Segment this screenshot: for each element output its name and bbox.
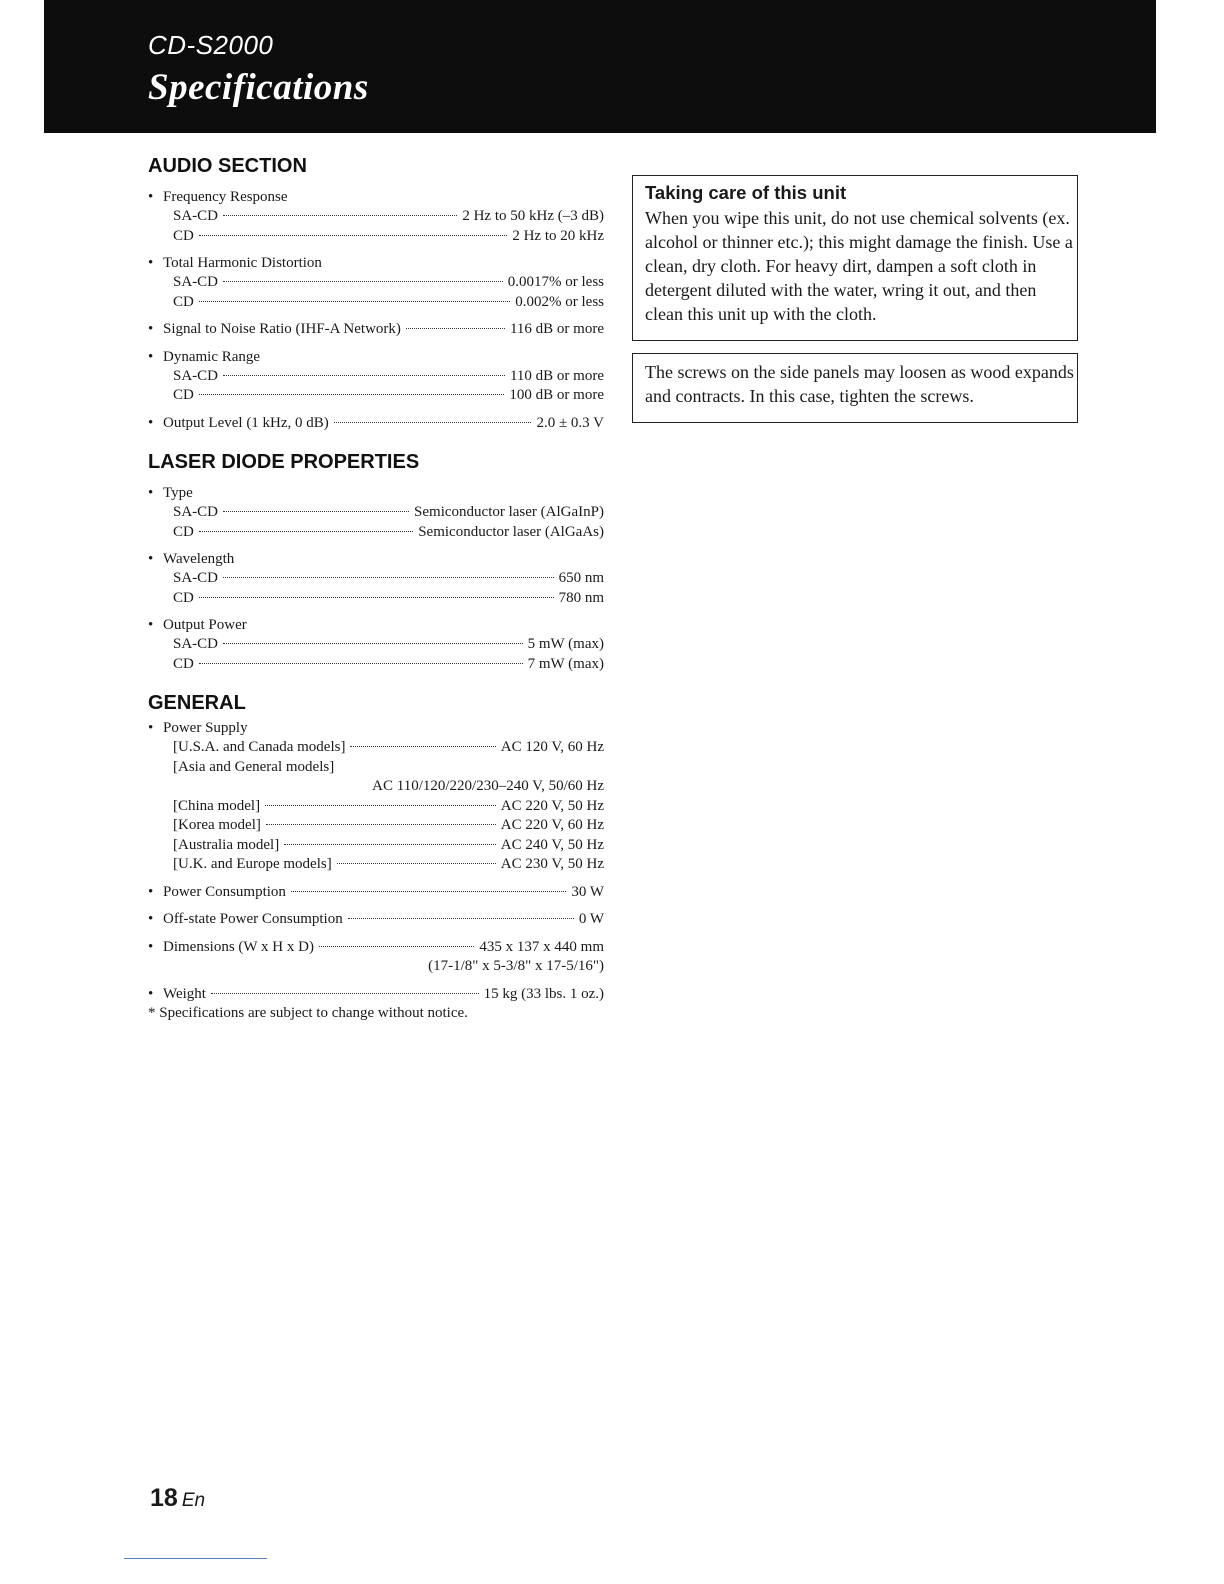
spec-row — [148, 655, 604, 675]
dot-leader — [223, 281, 503, 282]
spec-wavelength — [148, 550, 604, 608]
spec-row — [148, 738, 604, 758]
spec-offstate-power — [148, 910, 604, 930]
row-value: 116 dB or more — [509, 321, 604, 337]
row-value: 2 Hz to 20 kHz — [512, 227, 604, 244]
dot-leader — [348, 918, 574, 919]
dot-leader — [223, 215, 457, 216]
row-label: [Korea model] — [173, 817, 261, 833]
audio-section — [148, 155, 604, 433]
dot-leader — [319, 946, 474, 947]
row-label: [U.K. and Europe models] — [173, 856, 332, 872]
dot-leader — [223, 643, 523, 644]
dot-leader — [199, 301, 510, 302]
row-label: SA-CD — [173, 208, 219, 224]
spec-label: • Off-state Power Consumption — [148, 910, 343, 929]
spec-row — [148, 386, 604, 406]
spec-output-level — [148, 414, 604, 434]
page-header — [44, 0, 1156, 133]
bottom-rule — [124, 1558, 267, 1559]
spec-row — [148, 523, 604, 543]
specifications-note: * Specifications are subject to change without notice. — [148, 1005, 468, 1021]
row-value: AC 220 V, 50 Hz — [500, 797, 604, 814]
row-label: CD — [173, 523, 194, 540]
spec-label: • Total Harmonic Distortion — [148, 254, 604, 273]
spec-label: • Frequency Response — [148, 188, 604, 207]
spec-label: • Power Supply — [148, 719, 604, 738]
section-title-audio: AUDIO SECTION — [148, 155, 307, 177]
spec-label: • Dimensions (W x H x D) — [148, 938, 314, 957]
dot-leader — [199, 394, 505, 395]
row-label: [U.S.A. and Canada models] — [173, 739, 346, 755]
row-value: 0.0017% or less — [507, 274, 604, 290]
model-name: CD-S2000 — [148, 30, 274, 60]
dot-leader — [223, 511, 409, 512]
row-value: 15 kg (33 lbs. 1 oz.) — [483, 985, 604, 1002]
spec-row — [148, 503, 604, 523]
spec-row — [148, 816, 604, 836]
section-title-general: GENERAL — [148, 692, 246, 714]
spec-signal-to-noise — [148, 320, 604, 340]
dot-leader — [291, 891, 566, 892]
row-label: SA-CD — [173, 636, 219, 652]
care-text: When you wipe this unit, do not use chemical solvents (ex. alcohol or thinner etc.); this might damage the finish. Use a clean, dry cloth. For heavy dirt, dampen a soft cloth in detergent diluted with the water, wring it out, and then clean this unit up with the cloth. — [645, 208, 1073, 324]
care-title: Taking care of this unit — [645, 182, 847, 203]
spec-dimensions — [148, 938, 604, 977]
spec-label: • Dynamic Range — [148, 348, 604, 367]
spec-power-supply — [148, 719, 604, 875]
row-label: SA-CD — [173, 274, 219, 290]
page-number: 18 — [150, 1484, 178, 1512]
section-title-laser: LASER DIODE PROPERTIES — [148, 451, 420, 473]
row-label: [Australia model] — [173, 836, 280, 853]
spec-row — [148, 569, 604, 589]
screws-box — [632, 353, 1078, 423]
spec-row — [148, 207, 604, 227]
spec-dynamic-range — [148, 348, 604, 406]
row-value: 2 Hz to 50 kHz (–3 dB) — [462, 208, 604, 224]
spec-label: • Wavelength — [148, 550, 604, 569]
page-footer — [150, 1484, 205, 1513]
spec-type — [148, 484, 604, 542]
spec-power-consumption — [148, 883, 604, 903]
spec-row — [148, 910, 604, 930]
row-value: AC 240 V, 50 Hz — [500, 836, 604, 853]
row-label: CD — [173, 655, 194, 672]
dot-leader — [199, 235, 508, 236]
row-label: [Asia and General models] — [173, 758, 335, 775]
row-value: 435 x 137 x 440 mm — [479, 938, 604, 955]
laser-section — [148, 451, 604, 674]
spec-row — [148, 414, 604, 434]
spec-row — [148, 273, 604, 293]
row-value: 5 mW (max) — [527, 636, 604, 652]
row-value: Semiconductor laser (AlGaInP) — [414, 504, 604, 520]
page-title: Specifications — [148, 67, 369, 108]
row-value: 780 nm — [558, 589, 604, 606]
dot-leader — [199, 663, 523, 664]
row-label: [China model] — [173, 797, 261, 814]
spec-label: • Weight — [148, 985, 206, 1004]
row-value: 0.002% or less — [515, 293, 604, 310]
row-value: 7 mW (max) — [527, 655, 604, 672]
row-value: AC 220 V, 60 Hz — [500, 817, 604, 833]
spec-row — [148, 883, 604, 903]
row-label: SA-CD — [173, 367, 219, 384]
row-value: Semiconductor laser (AlGaAs) — [418, 523, 604, 540]
row-value: AC 230 V, 50 Hz — [500, 856, 604, 872]
screws-text: The screws on the side panels may loosen as wood expands and contracts. In this case, tighten the screws. — [645, 362, 1074, 406]
spec-row — [148, 797, 604, 817]
spec-row — [148, 320, 604, 340]
dot-leader — [406, 328, 505, 329]
dot-leader — [223, 375, 505, 376]
row-label: CD — [173, 387, 194, 403]
general-section — [148, 692, 604, 1023]
spec-row — [148, 293, 604, 313]
spec-label: • Signal to Noise Ratio (IHF-A Network) — [148, 320, 401, 339]
dot-leader — [223, 577, 554, 578]
dot-leader — [211, 993, 479, 994]
row-label: SA-CD — [173, 504, 219, 520]
spec-label: • Power Consumption — [148, 883, 286, 902]
row-value: 30 W — [571, 883, 604, 900]
spec-row — [148, 589, 604, 609]
row-value: 2.0 ± 0.3 V — [536, 414, 604, 431]
spec-row — [148, 855, 604, 875]
dot-leader — [266, 824, 496, 825]
dot-leader — [199, 531, 413, 532]
spec-output-power — [148, 616, 604, 674]
dot-leader — [334, 422, 532, 423]
dot-leader — [199, 597, 554, 598]
row-value: 0 W — [578, 911, 604, 927]
row-value: AC 120 V, 60 Hz — [500, 739, 604, 755]
spec-row — [148, 836, 604, 856]
dot-leader — [284, 844, 496, 845]
care-box — [632, 175, 1078, 341]
row-value: 110 dB or more — [509, 367, 604, 384]
row-label: CD — [173, 589, 194, 606]
row-label: SA-CD — [173, 570, 219, 586]
spec-label: • Type — [148, 484, 604, 503]
row-value: 650 nm — [558, 570, 604, 586]
spec-row — [148, 635, 604, 655]
dot-leader — [350, 746, 495, 747]
row-value: AC 110/120/220/230–240 V, 50/60 Hz — [372, 778, 604, 794]
spec-weight — [148, 985, 604, 1005]
spec-row — [148, 227, 604, 247]
row-value: 100 dB or more — [509, 387, 604, 403]
dot-leader — [337, 863, 496, 864]
spec-label: • Output Level (1 kHz, 0 dB) — [148, 414, 329, 433]
dot-leader — [265, 805, 496, 806]
spec-row — [148, 938, 604, 958]
spec-row — [148, 367, 604, 387]
spec-row — [148, 985, 604, 1005]
row-label: CD — [173, 293, 194, 310]
spec-label: • Output Power — [148, 616, 604, 635]
row-label: CD — [173, 227, 194, 244]
row-value: (17-1/8" x 5-3/8" x 17-5/16") — [428, 958, 604, 974]
page-language: En — [181, 1490, 206, 1511]
specifications-column — [148, 155, 604, 1041]
spec-total-harmonic-distortion — [148, 254, 604, 312]
spec-frequency-response — [148, 188, 604, 246]
